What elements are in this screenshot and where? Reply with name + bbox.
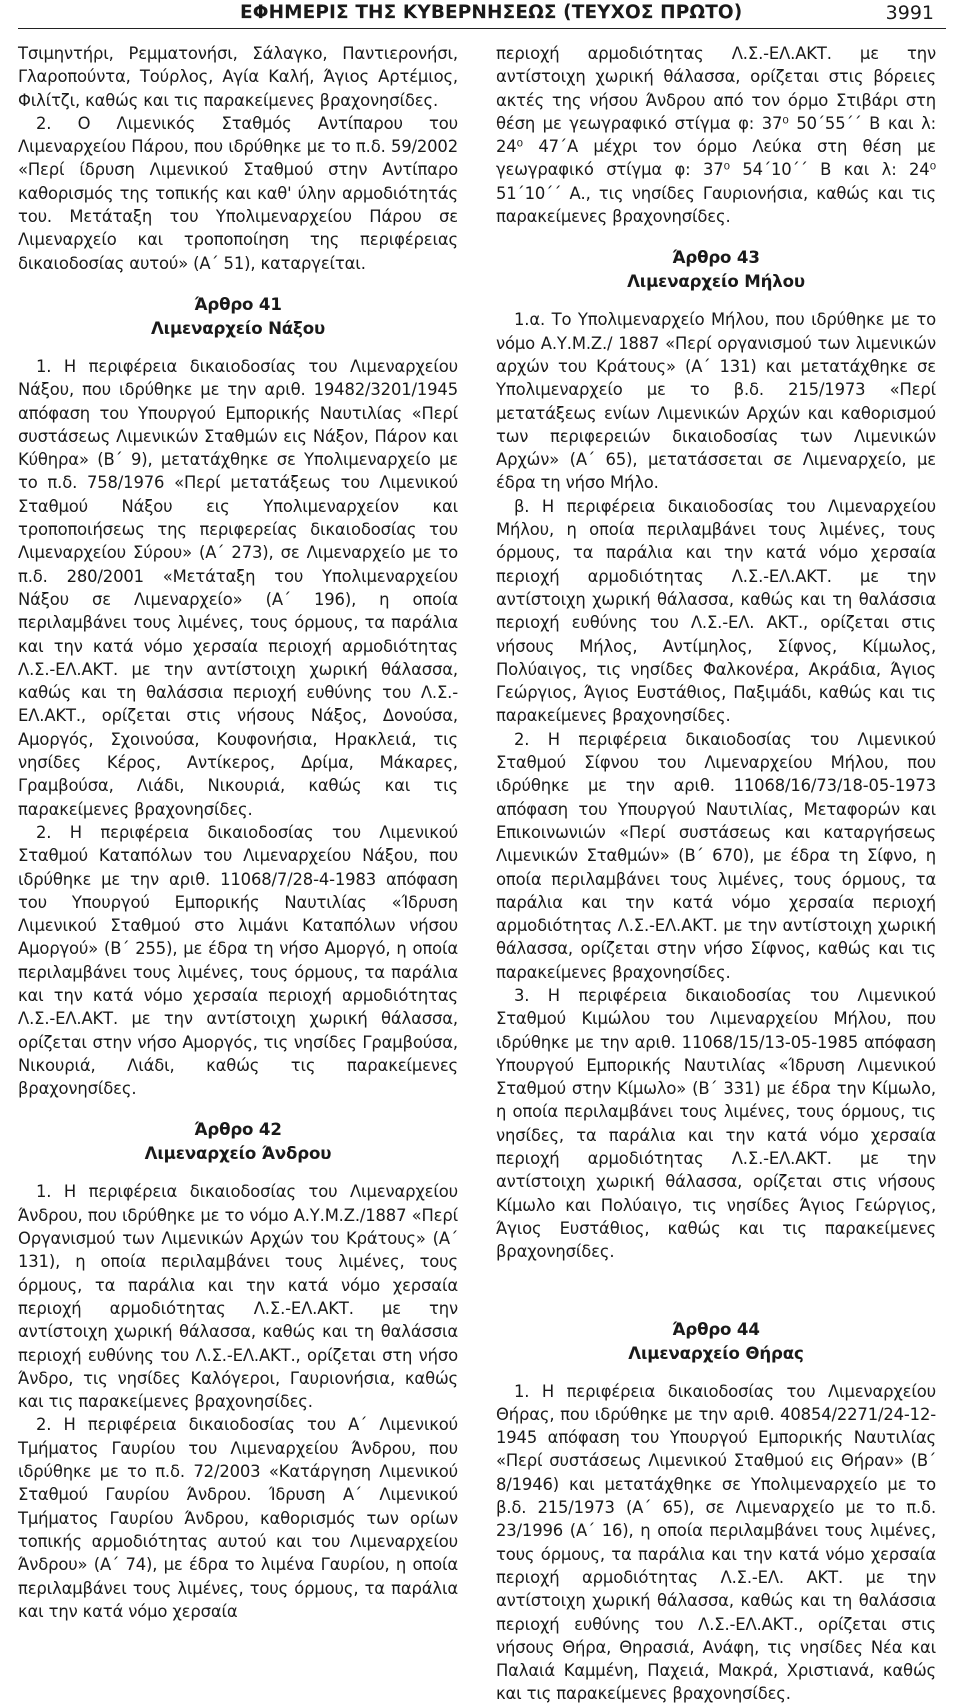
gazette-title: ΕΦΗΜΕΡΙΣ ΤΗΣ ΚΥΒΕΡΝΗΣΕΩΣ (ΤΕΥΧΟΣ ΠΡΩΤΟ)	[240, 2, 743, 23]
article-43-paragraph-2: 2. Η περιφέρεια δικαιοδοσίας του Λιμενικού Σταθμού Σίφνου του Λιμεναρχείου Μήλου, που ιδρύθηκε με την αριθ. 11068/16/73/18-05-1973 απόφαση του Υπουργού Ναυτιλίας, Μεταφορών και Επικοινωνιών «Περί συστάσεως και καταργήσεως Λιμενικών Σταθμών» (Β΄ 670), με έδρα τη Σίφνο, η οποία περιλαμβάνει τους λιμένες, τους όρμους, τα παράλια και την κατά νόμο χερσαία περιοχή αρμοδιότητας Λ.Σ.-ΕΛ.ΑΚΤ. με την αντίστοιχη χωρική θάλασσα, ορίζεται στην νήσο Σίφνος, καθώς και τις παρακείμενες βραχονησίδες.	[496, 729, 936, 982]
article-43-paragraph-3: 3. Η περιφέρεια δικαιοδοσίας του Λιμενικού Σταθμού Κιμώλου του Λιμεναρχείου Μήλου, που ιδρύθηκε με την αριθ. 11068/15/13-05-1985 απόφαση Υπουργού Εμπορικής Ναυτιλίας «Ίδρυση Λιμενικού Σταθμού στην Κίμωλο» (Β΄ 331) με έδρα την Κίμωλο, η οποία περιλαμβάνει τους λιμένες, τους όρμους, τις νησίδες, τα παράλια και την κατά νόμο χερσαία περιοχή αρμοδιότητας Λ.Σ.-ΕΛ.ΑΚΤ. με την αντίστοιχη χωρική θάλασσα, ορίζεται στις νήσους Κίμωλο και Πολύαιγο, τις νησίδες Άγιος Γεώργιος, Άγιος Ευστάθιος, καθώς και τις παρακείμενες βραχονησίδες.	[496, 985, 936, 1262]
article-43-paragraph-1a: 1.α. Το Υπολιμεναρχείο Μήλου, που ιδρύθηκε με το νόμο Α.Υ.Μ.Ζ./ 1887 «Περί οργανισμού των λιμενικών αρχών του Κράτους» (Α΄ 131) και μετατάχθηκε σε Υπολιμεναρχείο με το β.δ. 215/1973 «Περί μετατάξεως ενίων Λιμενικών Αρχών και καθορισμού των περιφερειών δικαιοδοσίας των Λιμενικών Αρχών» (Α΄ 65), μετατάσσεται σε Λιμεναρχείο, με έδρα τη νήσο Μήλο.	[496, 310, 936, 493]
page-header	[18, 0, 946, 30]
paragraph-paros: 2. Ο Λιμενικός Σταθμός Αντίπαρου του Λιμεναρχείου Πάρου, που ιδρύθηκε με το π.δ. 59/2002 «Περί ίδρυση Λιμενικού Σταθμού στην Αντίπαρο καθορισμός της τοπικής και καθ' ύλην αρμοδιότητάς του. Μετάταξη του Υπολιμεναρχείου Πάρου σε Λιμεναρχείο και τροποποίηση της περιφέρειας δικαιοδοσίας αυτού» (Α΄ 51), καταργείται.	[18, 113, 458, 273]
article-41-paragraph-2: 2. Η περιφέρεια δικαιοδοσίας του Λιμενικού Σταθμού Καταπόλων του Λιμεναρχείου Νάξου, που ιδρύθηκε με την αριθ. 11068/7/28-4-1983 απόφαση του Υπουργού Εμπορικής Ναυτιλίας «Ίδρυση Λιμενικού Σταθμού στο λιμάνι Καταπόλων νήσου Αμοργού» (Β΄ 255), με έδρα τη νήσο Αμοργό, η οποία περιλαμβάνει τους λιμένες, τους όρμους, τα παράλια και την κατά νόμο χερσαία περιοχή αρμοδιότητας Λ.Σ.-ΕΛ.ΑΚΤ. με την αντίστοιχη χωρική θάλασσα, ορίζεται στην νήσο Αμοργός, τις νησίδες Γραμβούσα, Νικουριά, Λιάδι, καθώς τις παρακείμενες βραχονησίδες.	[18, 822, 458, 1099]
article-42-subtitle: Λιμεναρχείο Άνδρου	[144, 1144, 332, 1164]
left-column	[18, 42, 458, 1623]
paragraph-continued-right: περιοχή αρμοδιότητας Λ.Σ.-ΕΛ.ΑΚΤ. με την αντίστοιχη χωρική θάλασσα, ορίζεται στις βόρειες ακτές της νήσου Άνδρου από τον όρμο Στιβάρι στη θέση με γεωγραφικό στίγμα φ: 37⁰ 50΄55΄΄ Β και λ: 24⁰ 47΄Α μέχρι τον όρμο Λεύκα στη θέση με γεωγραφικό στίγμα φ: 37⁰ 54΄10΄΄ Β και λ: 24⁰ 51΄10΄΄ Α., τις νησίδες Γαυριονήσια, καθώς και τις παρακείμενες βραχονησίδες.	[496, 44, 936, 227]
article-41-subtitle: Λιμεναρχείο Νάξου	[150, 318, 326, 338]
article-41-title: Άρθρο 41	[194, 294, 282, 314]
article-44-subtitle: Λιμεναρχείο Θήρας	[628, 1343, 804, 1363]
article-43-title: Άρθρο 43	[672, 248, 760, 268]
header-divider	[18, 28, 946, 29]
article-43-paragraph-1b: β. Η περιφέρεια δικαιοδοσίας του Λιμεναρχείου Μήλου, η οποία περιλαμβάνει τους λιμένες, τους όρμους, τα παράλια και την κατά νόμο χερσαία περιοχή αρμοδιότητας Λ.Σ.-ΕΛ.ΑΚΤ. με την αντίστοιχη χωρική θάλασσα, καθώς και τη θαλάσσια περιοχή ευθύνης του Λ.Σ.-ΕΛ. ΑΚΤ., ορίζεται στις νήσους Μήλος, Αντίμηλος, Σίφνος, Κίμωλος, Πολύαιγος, τις νησίδες Φαλκονέρα, Ακράδια, Άγιος Γεώργιος, Άγιος Ευστάθιος, Παξιμάδι, καθώς και τις παρακείμενες βραχονησίδες.	[496, 496, 936, 726]
article-42-paragraph-1: 1. Η περιφέρεια δικαιοδοσίας του Λιμεναρχείου Άνδρου, που ιδρύθηκε με το νόμο Α.Υ.Μ.Ζ./1887 «Περί Οργανισμού των Λιμενικών Αρχών του Κράτους» (Α΄ 131), η οποία περιλαμβάνει τους λιμένες, τους όρμους, τα παράλια και την κατά νόμο χερσαία περιοχή αρμοδιότητας Λ.Σ.-ΕΛ.ΑΚΤ. με την αντίστοιχη χωρική θάλασσα, καθώς και τη θαλάσσια περιοχή ευθύνης του Λ.Σ.-ΕΛ.ΑΚΤ., ορίζεται στη νήσο Άνδρο, τις νησίδες Καλόγεροι, Γαυριονήσια, καθώς και τις παρακείμενες βραχονησίδες.	[18, 1182, 458, 1412]
article-42-paragraph-2: 2. Η περιφέρεια δικαιοδοσίας του Α΄ Λιμενικού Τμήματος Γαυρίου του Λιμεναρχείου Άνδρου, που ιδρύθηκε με το π.δ. 72/2003 «Κατάργηση Λιμενικού Σταθμού Γαυρίου Άνδρου. Ίδρυση Α΄ Λιμενικού Τμήματος Γαυρίου Άνδρου, καθορισμός των ορίων τοπικής αρμοδιότητας αυτού και του Λιμεναρχείου Άνδρου» (Α΄ 74), με έδρα το λιμένα Γαυρίου, η οποία περιλαμβάνει τους λιμένες, τους όρμους, τα παράλια και την κατά νόμο χερσαία	[18, 1415, 458, 1621]
paragraph-continued: Τσιμηντήρι, Ρεμματονήσι, Σάλαγκο, Παντιερονήσι, Γλαροπούντα, Τούρλος, Αγία Καλή, Άγιος Αρτέμιος, Φιλίτζι, καθώς και τις παρακείμενες βραχονησίδες.	[18, 44, 458, 110]
article-43-subtitle: Λιμεναρχείο Μήλου	[627, 272, 805, 292]
article-41-paragraph-1: 1. Η περιφέρεια δικαιοδοσίας του Λιμεναρχείου Νάξου, που ιδρύθηκε με την αριθ. 19482/3201/1945 απόφαση του Υπουργού Εμπορικής Ναυτιλίας «Περί συστάσεως Λιμενικών Σταθμών εις Νάξον, Πάρον και Κύθηρα» (Β΄ 9), μετατάχθηκε σε Υπολιμεναρχείο με το π.δ. 758/1976 «Περί μετατάξεως του Λιμενικού Σταθμού Νάξου εις Υπολιμεναρχείον και τροποποιήσεως της περιφερείας δικαιοδοσίας του Λιμεναρχείου Σύρου» (Α΄ 273), σε Λιμεναρχείο με το π.δ. 280/2001 «Μετάταξη του Υπολιμεναρχείου Νάξου σε Λιμεναρχείο» (Α΄ 196), η οποία περιλαμβάνει τους λιμένες, τους όρμους, τα παράλια και την κατά νόμο χερσαία περιοχή αρμοδιότητας Λ.Σ.-ΕΛ.ΑΚΤ. με την αντίστοιχη χωρική θάλασσα, καθώς και τη θαλάσσια περιοχή ευθύνης του Λ.Σ.-ΕΛ.ΑΚΤ., ορίζεται στις νήσους Νάξος, Δονούσα, Αμοργός, Σχοινούσα, Κουφονήσια, Ηρακλειά, τις νησίδες Κέρος, Αντίκερος, Δρίμα, Μάκαρες, Γραμβούσα, Λιάδι, Νικουριά, καθώς και τις παρακείμενες βραχονησίδες.	[18, 356, 458, 819]
article-44-paragraph-1: 1. Η περιφέρεια δικαιοδοσίας του Λιμεναρχείου Θήρας, που ιδρύθηκε με την αριθ. 40854/2271/24-12-1945 απόφαση του Υπουργού Εμπορικής Ναυτιλίας «Περί συστάσεως Λιμενικού Σταθμού εις Θήραν» (Β΄ 8/1946) και μετατάχθηκε σε Υπολιμεναρχείο με το β.δ. 215/1973 (Α΄ 65), σε Λιμεναρχείο με το π.δ. 23/1996 (Α΄ 16), η οποία περιλαμβάνει τους λιμένες, τους όρμους, τα παράλια και την κατά νόμο χερσαία περιοχή αρμοδιότητας Λ.Σ.-ΕΛ. ΑΚΤ. με την αντίστοιχη χωρική θάλασσα, καθώς και τη θαλάσσια περιοχή ευθύνης του Λ.Σ.-ΕΛ.ΑΚΤ., ορίζεται στις νήσους Θήρα, Θηρασιά, Ανάφη, τις νησίδες Νέα και Παλαιά Καμμένη, Παχειά, Μακρά, Χριστιανά, καθώς και τις παρακείμενες βραχονησίδες.	[496, 1381, 936, 1704]
page-number: 3991	[885, 2, 934, 24]
right-column	[496, 42, 936, 1706]
article-42-title: Άρθρο 42	[194, 1120, 282, 1140]
article-44-title: Άρθρο 44	[672, 1319, 760, 1339]
